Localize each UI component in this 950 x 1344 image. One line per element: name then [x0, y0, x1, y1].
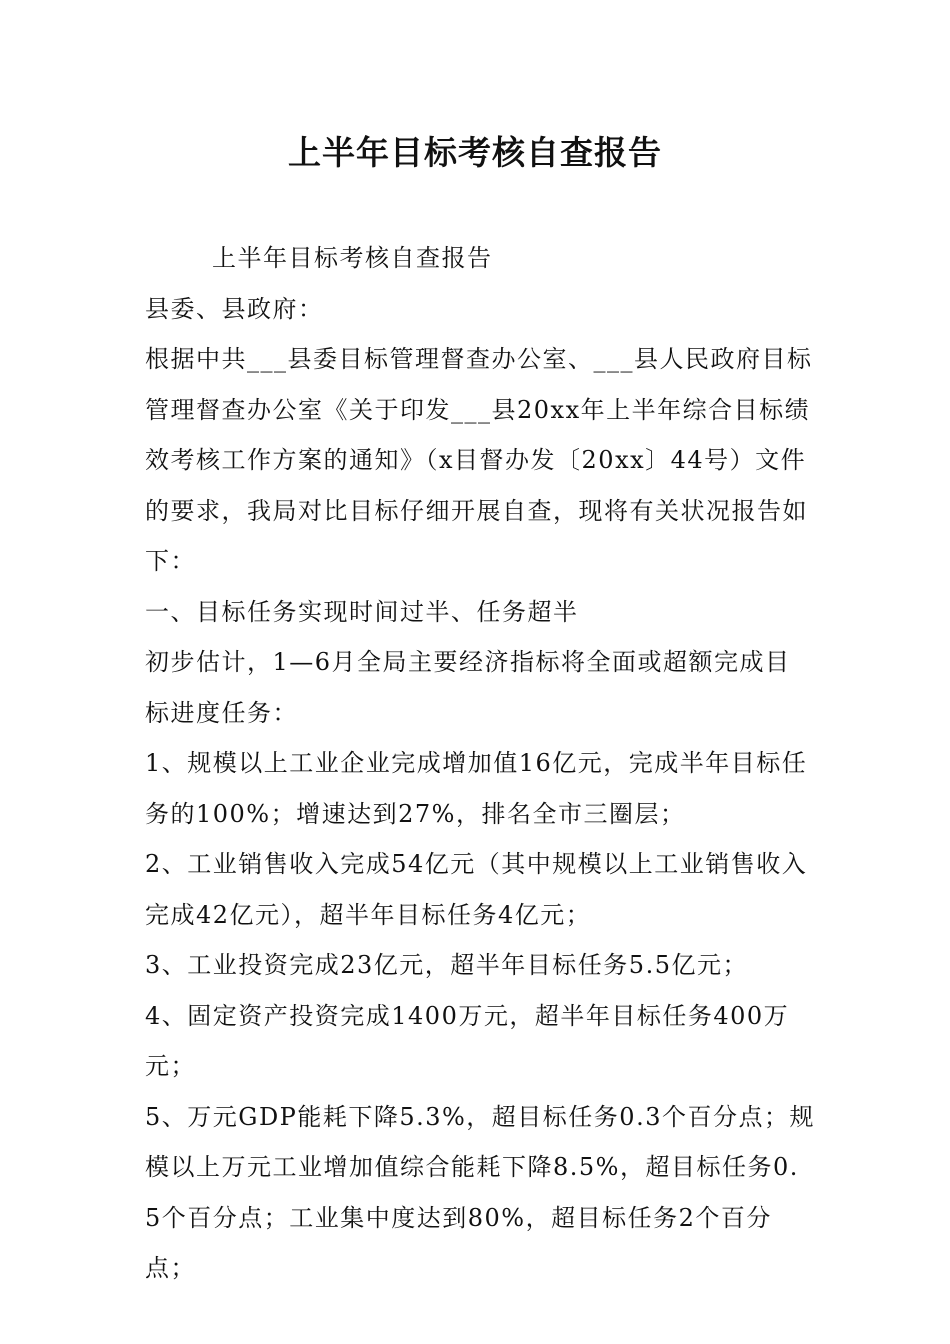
list-item: 5、万元GDP能耗下降5.3%，超目标任务0.3个百分点；规模以上万元工业增加值综合能耗下降8.5%，超目标任务0.5个百分点；工业集中度达到80%，超目标任务2个百分点；: [145, 1102, 815, 1282]
document-title: 上半年目标考核自查报告: [288, 133, 662, 172]
list-item: 1、规模以上工业企业完成增加值16亿元，完成半年目标任务的100%；增速达到27%，排名全市三圈层；: [145, 749, 808, 828]
intro-paragraph: 根据中共___县委目标管理督查办公室、___县人民政府目标管理督查办公室《关于印发___县20xx年上半年综合目标绩效考核工作方案的通知》（x目督办发〔20xx〕44号）文件的要求，我局对比目标仔细开展自查，现将有关状况报告如下：: [145, 345, 813, 575]
report-heading: 上半年目标考核自查报告: [212, 244, 493, 272]
summary-paragraph: 初步估计，1—6月全局主要经济指标将全面或超额完成目标进度任务：: [145, 648, 791, 727]
list-item: 2、工业销售收入完成54亿元（其中规模以上工业销售收入完成42亿元），超半年目标任务4亿元；: [145, 850, 808, 929]
salutation: 县委、县政府：: [145, 294, 324, 323]
list-item: 3、工业投资完成23亿元，超半年目标任务5.5亿元；: [145, 951, 748, 979]
list-item: 4、固定资产投资完成1400万元，超半年目标任务400万元；: [145, 1001, 790, 1080]
section-heading-1: 一、目标任务实现时间过半、任务超半: [145, 597, 579, 626]
document-body: [145, 233, 815, 1294]
